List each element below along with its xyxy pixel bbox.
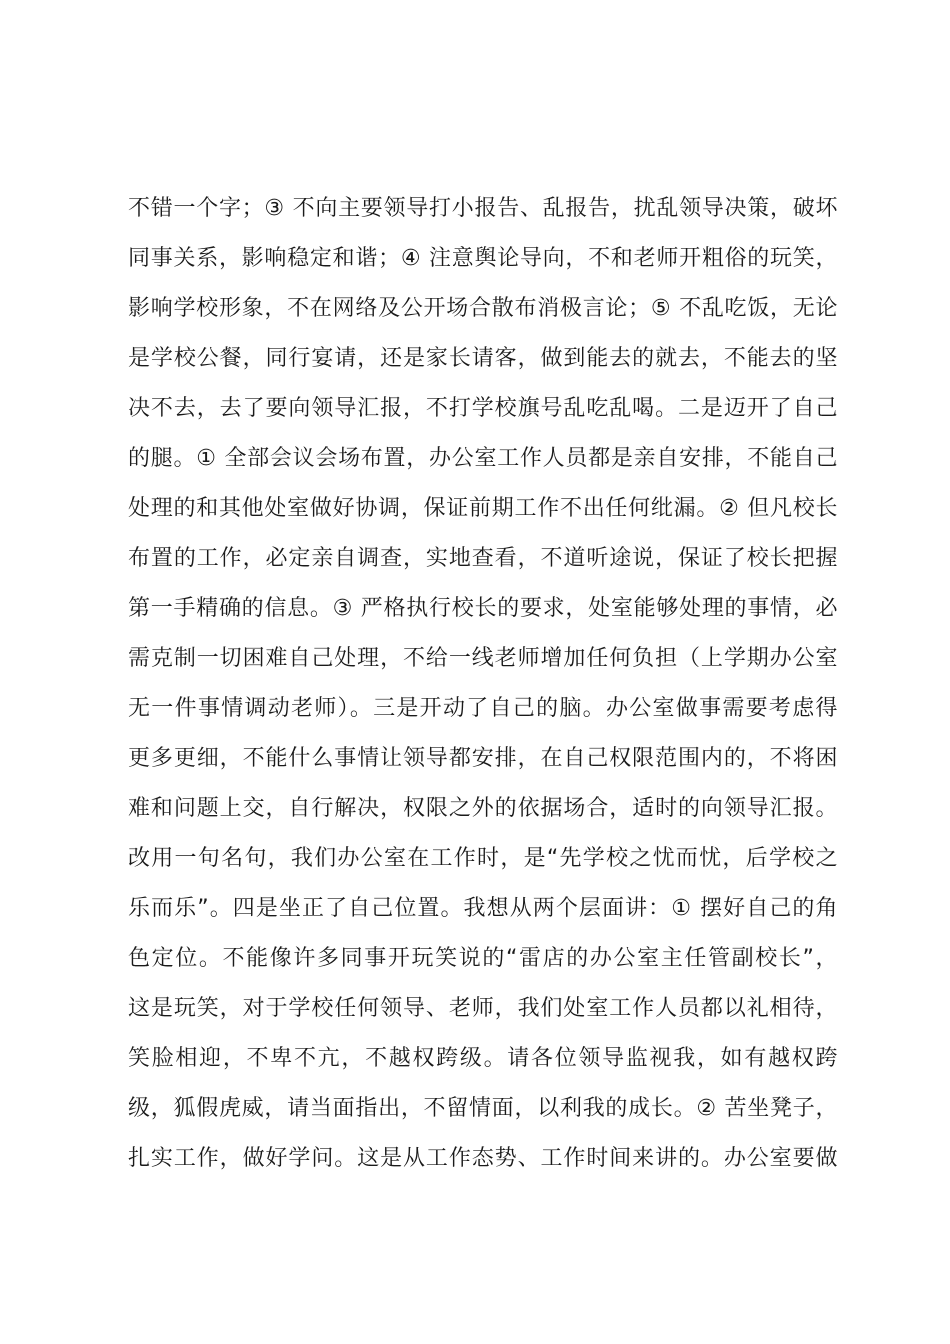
text-line: 色定位。不能像许多同事开玩笑说的“雷店的办公室主任管副校长”， — [128, 946, 838, 971]
text-line: 布置的工作，必定亲自调查，实地查看，不道听途说，保证了校长把握 — [128, 546, 838, 571]
text-line: 第一手精确的信息。③ 严格执行校长的要求，处室能够处理的事情，必 — [128, 596, 838, 621]
text-line: 更多更细，不能什么事情让领导都安排，在自己权限范围内的，不将困 — [128, 746, 838, 771]
text-line: 级，狐假虎威，请当面指出，不留情面，以利我的成长。② 苦坐凳子， — [128, 1096, 838, 1121]
text-line: 决不去，去了要向领导汇报，不打学校旗号乱吃乱喝。二是迈开了自己 — [128, 396, 838, 421]
text-line: 影响学校形象，不在网络及公开场合散布消极言论；⑤ 不乱吃饭，无论 — [128, 296, 838, 321]
text-line: 同事关系，影响稳定和谐；④ 注意舆论导向，不和老师开粗俗的玩笑， — [128, 246, 838, 271]
text-line: 处理的和其他处室做好协调，保证前期工作不出任何纰漏。② 但凡校长 — [128, 496, 838, 521]
text-line: 难和问题上交，自行解决，权限之外的依据场合，适时的向领导汇报。 — [128, 796, 838, 821]
text-line: 无一件事情调动老师）。三是开动了自己的脑。办公室做事需要考虑得 — [128, 696, 838, 721]
text-line: 不错一个字；③ 不向主要领导打小报告、乱报告，扰乱领导决策，破坏 — [128, 196, 838, 221]
text-line: 改用一句名句，我们办公室在工作时，是“先学校之忧而忧，后学校之 — [128, 846, 838, 871]
text-line: 笑脸相迎，不卑不亢，不越权跨级。请各位领导监视我，如有越权跨 — [128, 1046, 838, 1071]
text-line: 需克制一切困难自己处理，不给一线老师增加任何负担（上学期办公室 — [128, 646, 838, 671]
text-line: 的腿。① 全部会议会场布置，办公室工作人员都是亲自安排，不能自己 — [128, 446, 838, 471]
text-line: 这是玩笑，对于学校任何领导、老师，我们处室工作人员都以礼相待， — [128, 996, 838, 1021]
text-line: 是学校公餐，同行宴请，还是家长请客，做到能去的就去，不能去的坚 — [128, 346, 838, 371]
body-paragraph — [128, 184, 838, 1184]
text-line: 乐而乐”。四是坐正了自己位置。我想从两个层面讲：① 摆好自己的角 — [128, 896, 838, 921]
text-line: 扎实工作，做好学问。这是从工作态势、工作时间来讲的。办公室要做 — [128, 1146, 838, 1171]
